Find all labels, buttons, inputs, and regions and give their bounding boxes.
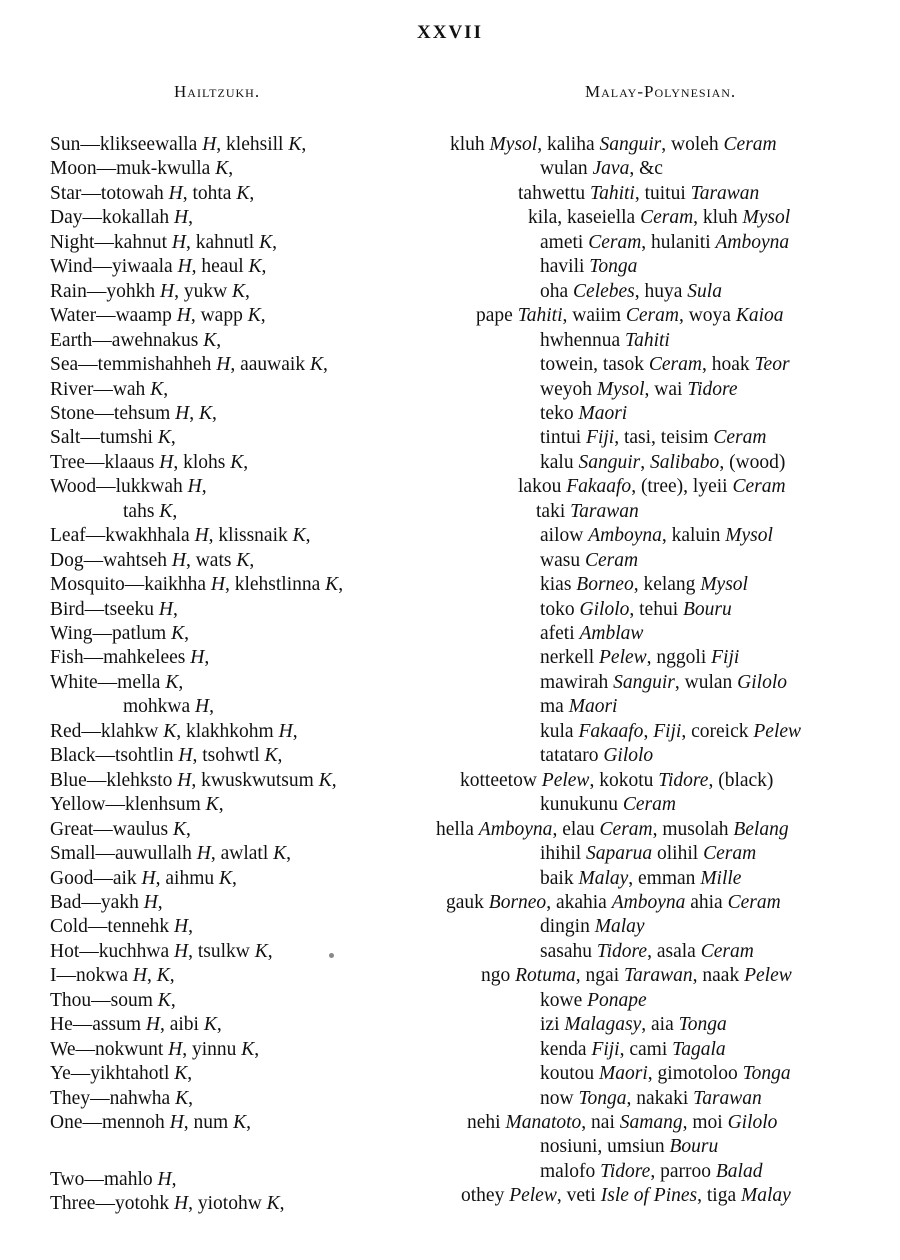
word-entry-line: kunukunu Ceram bbox=[540, 794, 676, 816]
word-entry-line: dingin Malay bbox=[540, 916, 645, 938]
word-entry-line: Sea—temmishahheh H, aauwaik K, bbox=[50, 354, 328, 376]
word-entry-line: kias Borneo, kelang Mysol bbox=[540, 574, 748, 596]
word-entry-line: kotteetow Pelew, kokotu Tidore, (black) bbox=[460, 769, 774, 791]
word-entry-line: Yellow—klenhsum K, bbox=[50, 794, 224, 816]
word-entry-line: Sun—klikseewalla H, klehsill K, bbox=[50, 134, 307, 155]
word-entry-line: Black—tsohtlin H, tsohwtl K, bbox=[50, 745, 283, 767]
word-entry-line: teko Maori bbox=[540, 402, 628, 424]
word-entry-line: sasahu Tidore, asala Ceram bbox=[540, 940, 754, 962]
word-entry-line: River—wah K, bbox=[50, 378, 169, 400]
word-entry-line: Two—mahlo H, bbox=[50, 1168, 177, 1190]
word-entry-line: Ye—yikhtahotl K, bbox=[50, 1063, 193, 1085]
word-entry-line: Stone—tehsum H, K, bbox=[50, 402, 217, 424]
word-entry-line: We—nokwunt H, yinnu K, bbox=[50, 1038, 260, 1060]
word-entry-line: Red—klahkw K, klakhkohm H, bbox=[50, 720, 298, 742]
word-entry-line: I—nokwa H, K, bbox=[50, 965, 175, 987]
word-entry-line: Rain—yohkh H, yukw K, bbox=[50, 280, 250, 302]
word-entry-line: hella Amboyna, elau Ceram, musolah Belang bbox=[436, 818, 789, 840]
word-entry-line: taki Tarawan bbox=[536, 500, 639, 522]
word-entry-line: Leaf—kwakhhala H, klissnaik K, bbox=[50, 525, 311, 547]
word-entry-line: Great—waulus K, bbox=[50, 818, 191, 840]
word-entry-line: Good—aik H, aihmu K, bbox=[50, 867, 237, 889]
left-column-header: Hailtzukh. bbox=[174, 82, 261, 101]
word-entry-line: Earth—awehnakus K, bbox=[50, 329, 222, 351]
word-entry-line: Water—waamp H, wapp K, bbox=[50, 305, 266, 327]
word-entry-line: He—assum H, aibi K, bbox=[50, 1014, 222, 1036]
word-entry-line: ma Maori bbox=[540, 696, 618, 718]
word-entry-line: nosiuni, umsiun Bouru bbox=[540, 1136, 719, 1158]
word-entry-line: mohkwa H, bbox=[123, 696, 214, 718]
word-entry-line: Thou—soum K, bbox=[50, 989, 176, 1011]
word-entry-line: Three—yotohk H, yiotohw K, bbox=[50, 1193, 285, 1215]
word-entry-line: Night—kahnut H, kahnutl K, bbox=[50, 231, 277, 253]
page-number: XXVII bbox=[417, 22, 483, 43]
word-entry-line: malofo Tidore, parroo Balad bbox=[540, 1160, 763, 1182]
word-entry-line: Wing—patlum K, bbox=[50, 623, 189, 644]
word-entry-line: ameti Ceram, hulaniti Amboyna bbox=[540, 231, 790, 253]
word-entry-line: Day—kokallah H, bbox=[50, 207, 193, 229]
word-entry-line: kila, kaseiella Ceram, kluh Mysol bbox=[528, 207, 791, 229]
word-entry-line: wulan Java, &c bbox=[540, 158, 663, 180]
word-entry-line: nehi Manatoto, nai Samang, moi Gilolo bbox=[467, 1112, 778, 1133]
word-entry-line: wasu Ceram bbox=[540, 549, 639, 571]
word-entry-line: Tree—klaaus H, klohs K, bbox=[50, 451, 249, 473]
word-entry-line: kula Fakaafo, Fiji, coreick Pelew bbox=[540, 720, 802, 742]
word-entry-line: hwhennua Tahiti bbox=[540, 329, 670, 351]
word-entry-line: towein, tasok Ceram, hoak Teor bbox=[540, 354, 790, 376]
word-entry-line: One—mennoh H, num K, bbox=[50, 1112, 251, 1133]
word-entry-line: tahwettu Tahiti, tuitui Tarawan bbox=[518, 182, 760, 204]
word-entry-line: kenda Fiji, cami Tagala bbox=[540, 1038, 726, 1060]
word-entry-line: Bird—tseeku H, bbox=[50, 598, 178, 620]
word-entry-line: pape Tahiti, waiim Ceram, woya Kaioa bbox=[476, 305, 784, 327]
word-entry-line: Blue—klehksto H, kwuskwutsum K, bbox=[50, 769, 337, 791]
word-entry-line: ailow Amboyna, kaluin Mysol bbox=[540, 525, 773, 547]
word-entry-line: izi Malagasy, aia Tonga bbox=[540, 1014, 727, 1036]
word-entry-line: Cold—tennehk H, bbox=[50, 916, 193, 938]
right-column-header: Malay-Polynesian. bbox=[585, 82, 737, 101]
word-entry-line: mawirah Sanguir, wulan Gilolo bbox=[540, 671, 787, 693]
word-entry-line: oha Celebes, huya Sula bbox=[540, 280, 722, 302]
word-entry-line: kalu Sanguir, Salibabo, (wood) bbox=[540, 451, 786, 473]
word-entry-line: Salt—tumshi K, bbox=[50, 427, 176, 449]
word-entry-line: lakou Fakaafo, (tree), lyeii Ceram bbox=[518, 476, 786, 498]
word-entry-line: afeti Amblaw bbox=[540, 623, 644, 644]
word-entry-line: toko Gilolo, tehui Bouru bbox=[540, 598, 732, 620]
word-entry-line: Wind—yiwaala H, heaul K, bbox=[50, 256, 267, 278]
word-entry-line: nerkell Pelew, nggoli Fiji bbox=[540, 647, 740, 669]
word-entry-line: kluh Mysol, kaliha Sanguir, woleh Ceram bbox=[450, 134, 777, 155]
word-entry-line: Small—auwullalh H, awlatl K, bbox=[50, 843, 292, 865]
word-entry-line: baik Malay, emman Mille bbox=[540, 867, 742, 889]
word-entry-line: tintui Fiji, tasi, teisim Ceram bbox=[540, 427, 767, 449]
word-entry-line: ihihil Saparua olihil Ceram bbox=[540, 843, 757, 865]
word-entry-line: tatataro Gilolo bbox=[540, 745, 654, 767]
word-entry-line: now Tonga, nakaki Tarawan bbox=[540, 1087, 762, 1109]
word-entry-line: Hot—kuchhwa H, tsulkw K, bbox=[50, 940, 273, 962]
word-entry-line: kowe Ponape bbox=[540, 989, 647, 1011]
word-entry-line: Fish—mahkelees H, bbox=[50, 647, 210, 669]
word-entry-line: havili Tonga bbox=[540, 256, 638, 278]
word-entry-line: gauk Borneo, akahia Amboyna ahia Ceram bbox=[446, 891, 781, 913]
word-entry-line: Bad—yakh H, bbox=[50, 891, 163, 913]
word-entry-line: Star—totowah H, tohta K, bbox=[50, 182, 255, 204]
word-entry-line: They—nahwha K, bbox=[50, 1087, 193, 1109]
word-entry-line: koutou Maori, gimotoloo Tonga bbox=[540, 1063, 791, 1085]
word-entry-line: Wood—lukkwah H, bbox=[50, 476, 207, 498]
word-entry-line: weyoh Mysol, wai Tidore bbox=[540, 378, 738, 400]
word-entry-line: Moon—muk-kwulla K, bbox=[50, 158, 234, 180]
word-entry-line: Mosquito—kaikhha H, klehstlinna K, bbox=[50, 574, 344, 596]
word-entry-line: Dog—wahtseh H, wats K, bbox=[50, 549, 255, 571]
word-entry-line: othey Pelew, veti Isle of Pines, tiga Malay bbox=[461, 1185, 791, 1207]
stray-print-mark bbox=[329, 953, 334, 958]
word-entry-line: ngo Rotuma, ngai Tarawan, naak Pelew bbox=[481, 965, 792, 987]
word-entry-line: White—mella K, bbox=[50, 671, 184, 693]
word-entry-line: tahs K, bbox=[123, 500, 178, 522]
